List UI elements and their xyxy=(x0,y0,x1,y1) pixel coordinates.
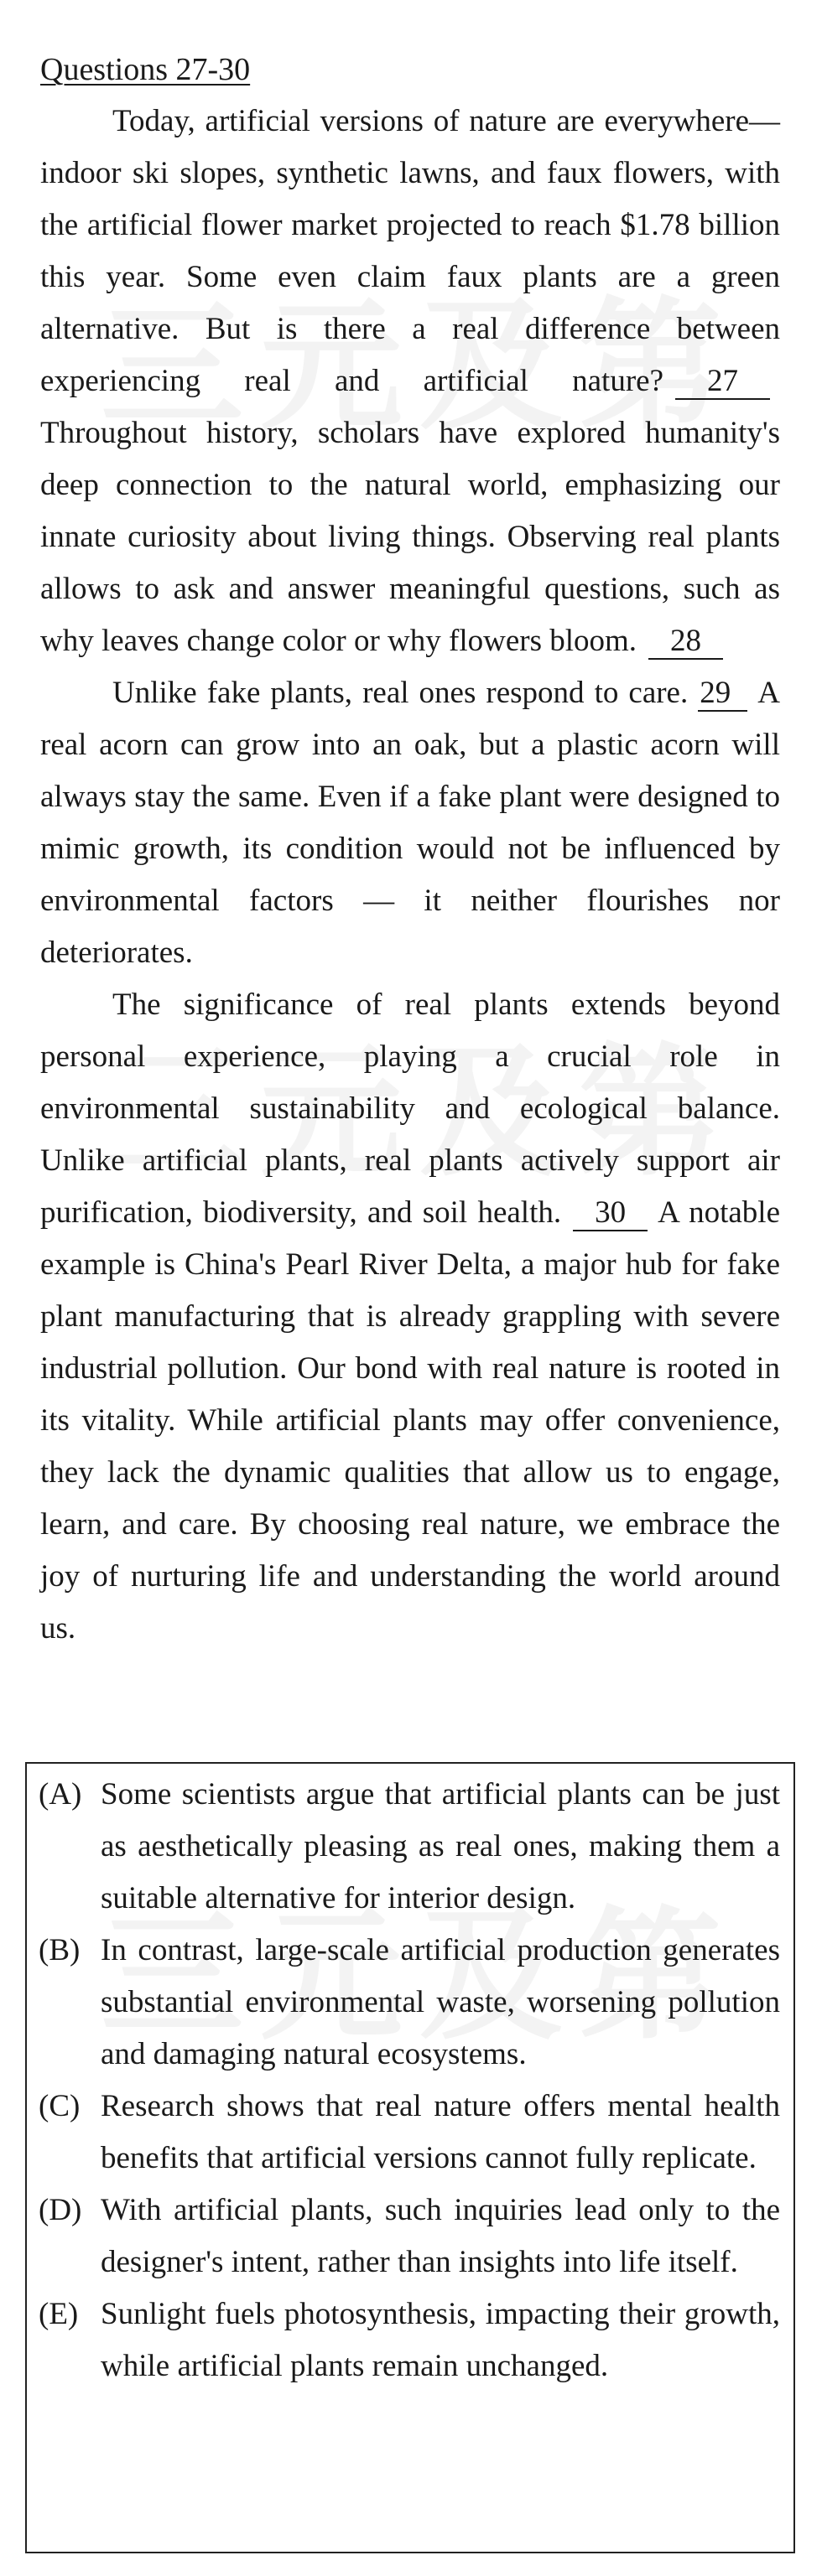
paragraph-3 xyxy=(40,979,780,1655)
option-a xyxy=(39,1769,780,1925)
section-heading: Questions 27-30 xyxy=(40,52,251,87)
option-letter: (C) xyxy=(39,2089,81,2123)
blank-28: 28 xyxy=(648,625,723,660)
paragraph-2 xyxy=(40,667,780,979)
passage-text: A notable example is China's Pearl River Delta, a major hub for fake plant manufacturing that is already grappling with severe industrial pollution. Our bond with real nature is rooted in its vitality. While artificial plants may offer convenience, they lack the dynamic qualities that allow us to engage, learn, and care. By choosing real nature, we embrace the joy of nurturing life and understanding the world around us. xyxy=(40,1195,780,1646)
answer-options xyxy=(39,1769,780,2392)
option-text: In contrast, large-scale artificial production generates substantial environmental waste, worsening pollution and damaging natural ecosystems. xyxy=(101,1933,780,2071)
reading-passage xyxy=(40,96,780,1655)
option-letter: (E) xyxy=(39,2297,79,2331)
option-text: Research shows that real nature offers mental health benefits that artificial versions cannot fully replicate. xyxy=(101,2089,780,2175)
blank-29: 29 xyxy=(698,676,747,712)
option-text: Sunlight fuels photosynthesis, impacting their growth, while artificial plants remain unchanged. xyxy=(101,2297,780,2383)
passage-text: Throughout history, scholars have explored humanity's deep connection to the natural world, emphasizing our innate curiosity about living things. Observing real plants allows to ask and answer meaningful questions, such as why leaves change color or why flowers bloom. xyxy=(40,416,780,658)
passage-text: Unlike fake plants, real ones respond to care. xyxy=(112,676,689,710)
blank-30: 30 xyxy=(573,1196,648,1231)
option-b xyxy=(39,1925,780,2081)
paragraph-1 xyxy=(40,96,780,667)
option-c xyxy=(39,2081,780,2185)
option-letter: (A) xyxy=(39,1777,82,1811)
option-letter: (B) xyxy=(39,1933,81,1967)
passage-text: Today, artificial versions of nature are everywhere—indoor ski slopes, synthetic lawns, and faux flowers, with the artificial flower market projected to reach $1.78 billion this year. Some even claim faux plants are a green alternative. But is there a real difference between experiencing real and artificial nature? xyxy=(40,104,780,398)
passage-text: The significance of real plants extends beyond personal experience, playing a crucial role in environmental sustainability and ecological balance. Unlike artificial plants, real plants actively support air purification, biodiversity, and soil health. xyxy=(40,987,780,1230)
blank-27: 27 xyxy=(675,365,770,400)
option-text: Some scientists argue that artificial plants can be just as aesthetically pleasing as real ones, making them a suitable alternative for interior design. xyxy=(101,1777,780,1915)
option-d xyxy=(39,2185,780,2288)
option-letter: (D) xyxy=(39,2193,82,2227)
passage-text: A real acorn can grow into an oak, but a plastic acorn will always stay the same. Even if a fake plant were designed to mimic growth, its condition would not be influenced by environmental factors — it neither flourishes nor deteriorates. xyxy=(40,676,780,970)
option-text: With artificial plants, such inquiries lead only to the designer's intent, rather than insights into life itself. xyxy=(101,2193,780,2279)
option-e xyxy=(39,2288,780,2392)
